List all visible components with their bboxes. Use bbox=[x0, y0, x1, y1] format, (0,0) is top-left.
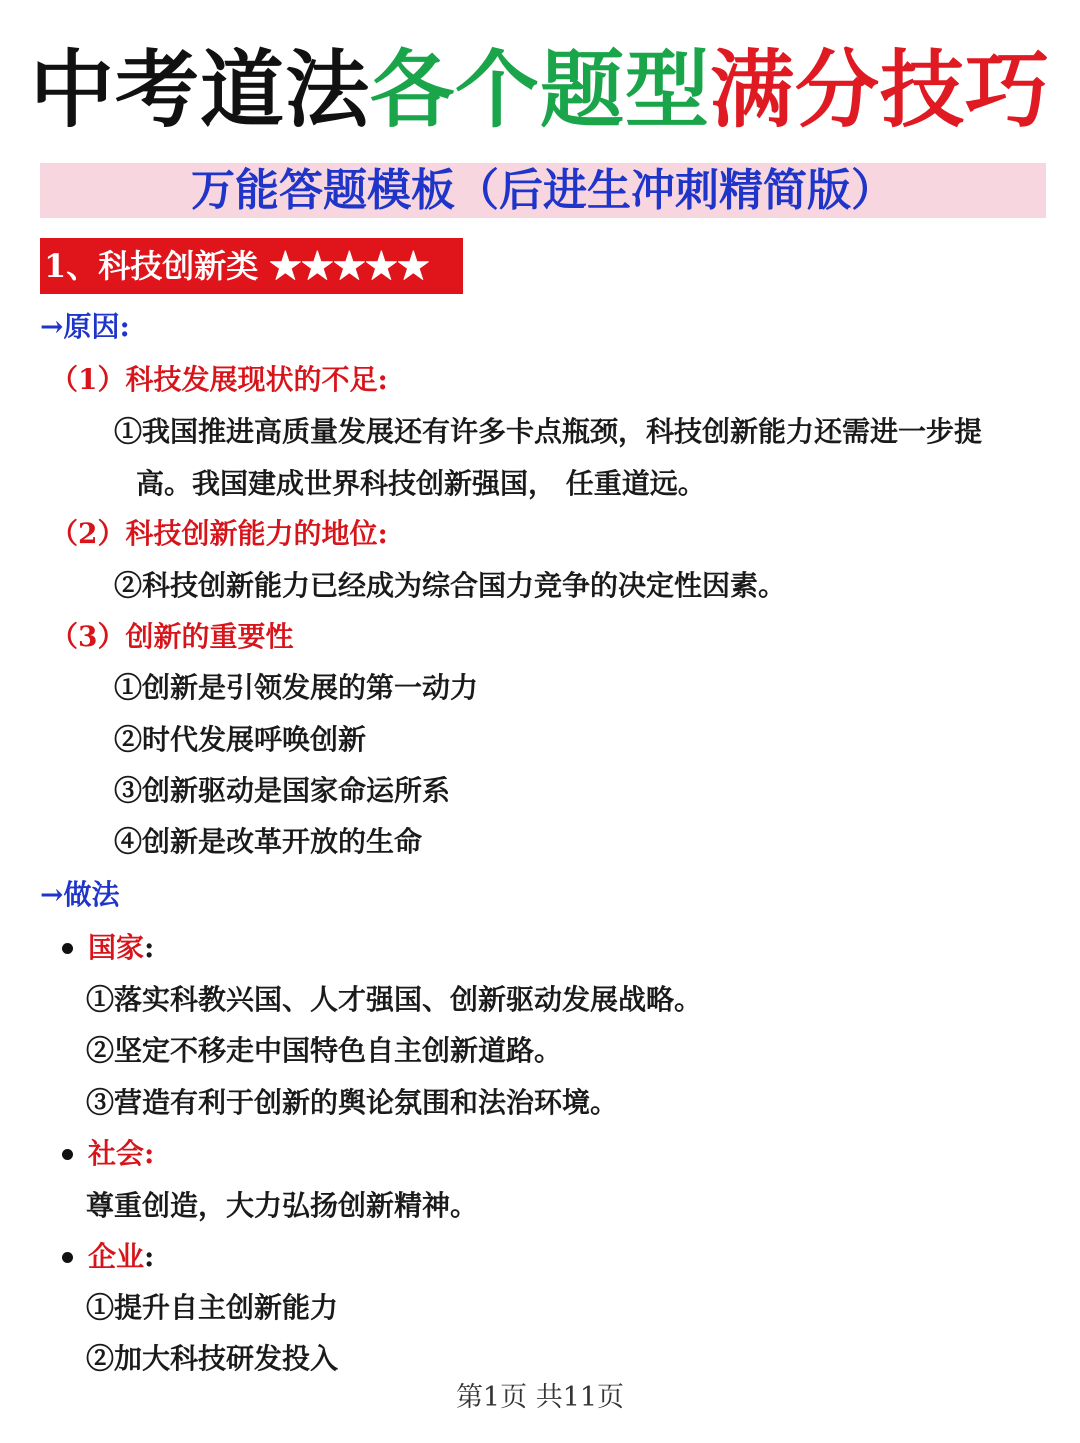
page-number: 第1页 共11页 bbox=[455, 1382, 625, 1413]
reason-heading-3: （3）创新的重要性 bbox=[50, 620, 294, 653]
country-colon: : bbox=[144, 931, 155, 964]
reason-heading-1: （1）科技发展现状的不足: bbox=[50, 363, 388, 396]
enterprise-heading bbox=[88, 1237, 154, 1277]
enterprise-point: ②加大科技研发投入 bbox=[86, 1342, 339, 1375]
country-point: ②坚定不移走中国特色自主创新道路。 bbox=[86, 1034, 563, 1067]
methods-label: →做法 bbox=[40, 878, 120, 911]
reasons-label: →原因: bbox=[40, 310, 130, 343]
country-point: ①落实科教兴国、人才强国、创新驱动发展战略。 bbox=[86, 983, 703, 1016]
society-label: 社会: bbox=[88, 1137, 155, 1170]
page-title bbox=[0, 40, 1080, 140]
bullet-dot-icon bbox=[62, 1252, 73, 1263]
society-text: 尊重创造，大力弘扬创新精神。 bbox=[86, 1189, 479, 1222]
title-part-red: 满分技巧 bbox=[710, 41, 1051, 139]
reason-1-text-line-1: ①我国推进高质量发展还有许多卡点瓶颈，科技创新能力还需进一步提 bbox=[114, 415, 983, 448]
title-part-black: 中考道法 bbox=[29, 41, 370, 139]
reason-3-point: ④创新是改革开放的生命 bbox=[114, 825, 423, 858]
enterprise-point: ①提升自主创新能力 bbox=[86, 1291, 339, 1324]
enterprise-colon: : bbox=[144, 1240, 155, 1273]
subtitle-text: 万能答题模板（后进生冲刺精简版） bbox=[191, 165, 895, 216]
reason-3-point: ①创新是引领发展的第一动力 bbox=[114, 671, 479, 704]
reason-heading-2: （2）科技创新能力的地位: bbox=[50, 517, 388, 550]
section-heading: 1、科技创新类 ★★★★★ bbox=[40, 238, 463, 294]
subtitle-banner bbox=[40, 163, 1046, 218]
reason-1-text-line-2: 高。我国建成世界科技创新强国， 任重道远。 bbox=[136, 467, 706, 500]
country-heading bbox=[88, 928, 154, 968]
reason-3-point: ②时代发展呼唤创新 bbox=[114, 723, 367, 756]
enterprise-label: 企业 bbox=[88, 1240, 145, 1273]
country-label: 国家 bbox=[88, 931, 145, 964]
reason-3-point: ③创新驱动是国家命运所系 bbox=[114, 774, 451, 807]
bullet-dot-icon bbox=[62, 943, 73, 954]
title-part-green: 各个题型 bbox=[369, 41, 710, 139]
country-point: ③营造有利于创新的舆论氛围和法治环境。 bbox=[86, 1086, 619, 1119]
reason-2-text: ②科技创新能力已经成为综合国力竞争的决定性因素。 bbox=[114, 569, 787, 602]
bullet-dot-icon bbox=[62, 1149, 73, 1160]
